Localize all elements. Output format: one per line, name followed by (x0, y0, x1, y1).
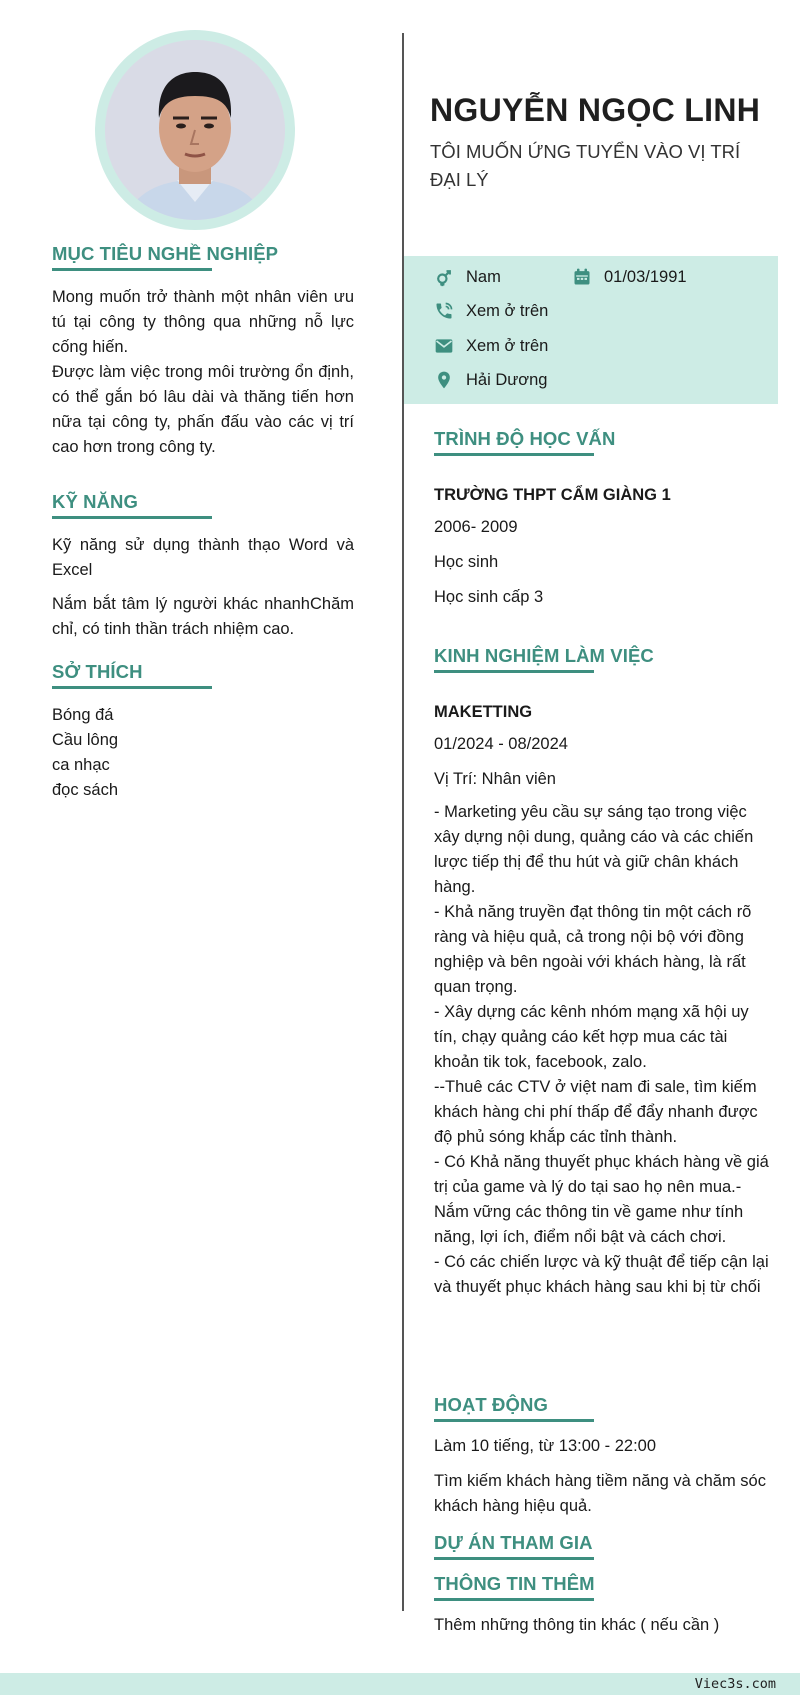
experience-title: KINH NGHIỆM LÀM VIỆC (434, 645, 654, 673)
address-row (434, 370, 547, 390)
skill-item: Kỹ năng sử dụng thành thạo Word và Excel (52, 536, 354, 579)
apply-position: TÔI MUỐN ỨNG TUYỂN VÀO VỊ TRÍ ĐẠI LÝ (430, 141, 741, 190)
education-role: Học sinh (434, 553, 499, 571)
activities-schedule: Làm 10 tiếng, từ 13:00 - 22:00 (434, 1437, 657, 1455)
education-school: TRƯỜNG THPT CẨM GIÀNG 1 (434, 486, 671, 504)
skills-section (52, 491, 354, 642)
phone-icon (434, 301, 454, 321)
location-icon (434, 370, 454, 390)
phone-value: Xem ở trên (466, 301, 549, 320)
footer-brand[interactable]: Viec3s.com (694, 1676, 776, 1692)
skill-item: Nắm bắt tâm lý người khác nhanhChăm chỉ, có tinh thần trách nhiệm cao. (52, 595, 354, 638)
hobby-item: đọc sách (52, 781, 119, 799)
avatar (105, 40, 285, 220)
phone-row (434, 301, 548, 321)
activities-title: HOẠT ĐỘNG (434, 1394, 548, 1422)
hobby-item: Cầu lông (52, 731, 119, 749)
education-detail: Học sinh cấp 3 (434, 588, 544, 606)
hobbies-title: SỞ THÍCH (52, 661, 143, 689)
career-objective-title: MỤC TIÊU NGHỀ NGHIỆP (52, 243, 278, 271)
experience-company: MAKETTING (434, 703, 533, 721)
email-icon (434, 336, 454, 356)
experience-description: - Marketing yêu cầu sự sáng tạo trong việc xây dựng nội dung, quảng cáo và các chiến lược tiếp thị để thu hút và giữ chân khách hàng. - Khả năng truyền đạt thông tin một cách rõ ràng và hiệu quả, cả trong nội bộ với đồng nghiệp và bên ngoài với khách hàng, là rất quan trọng. - Xây dựng các kênh nhóm mạng xã hội uy tín, chạy quảng cáo kết hợp mua các tài khoản tik tok, facebook, zalo. --Thuê các CTV ở việt nam đi sale, tìm kiếm khách hàng chi phí thấp để đẩy nhanh được độ phủ sóng khắp các tỉnh thành. - Có Khả năng thuyết phục khách hàng về giá trị của game và lý do tại sao họ nên mua.- Nắm vững các thông tin về game như tính năng, lợi ích, điểm nổi bật và cách chơi. - Có các chiến lược và kỹ thuật để tiếp cận lại và thuyết phục khách hàng sau khi bị từ chối (434, 803, 769, 1296)
footer-bar (0, 1673, 800, 1695)
gender-icon (434, 267, 454, 287)
calendar-icon (572, 267, 592, 287)
activities-description: Tìm kiếm khách hàng tiềm năng và chăm sóc khách hàng hiệu quả. (434, 1472, 766, 1515)
birthday-row (572, 267, 687, 287)
hobby-item: ca nhạc (52, 756, 110, 774)
hobby-item: Bóng đá (52, 706, 114, 724)
career-objective-section (52, 243, 354, 460)
projects-section (434, 1532, 774, 1560)
experience-position: Vị Trí: Nhân viên (434, 770, 556, 788)
activities-section (434, 1394, 774, 1519)
education-section (434, 428, 774, 610)
additional-section (434, 1573, 774, 1638)
gender-value: Nam (466, 267, 501, 286)
education-title: TRÌNH ĐỘ HỌC VẤN (434, 428, 615, 456)
education-period: 2006- 2009 (434, 518, 518, 536)
email-value: Xem ở trên (466, 336, 549, 355)
email-row (434, 336, 548, 356)
experience-section (434, 645, 774, 1300)
hobbies-section (52, 661, 354, 803)
address-value: Hải Dương (466, 370, 548, 389)
skills-title: KỸ NĂNG (52, 491, 138, 519)
avatar-photo (105, 40, 285, 220)
birthday-value: 01/03/1991 (604, 267, 687, 286)
experience-period: 01/2024 - 08/2024 (434, 735, 568, 753)
additional-text: Thêm những thông tin khác ( nếu cần ) (434, 1616, 720, 1634)
projects-title: DỰ ÁN THAM GIA (434, 1532, 593, 1560)
additional-title: THÔNG TIN THÊM (434, 1573, 595, 1601)
career-objective-text: Mong muốn trở thành một nhân viên ưu tú tại công ty thông qua những nỗ lực cống hiến. Được làm việc trong môi trường ổn định, có thể gắn bó lâu dài và thăng tiến hơn nữa tại công ty, phấn đấu vào các vị trí cao hơn trong công ty. (52, 288, 354, 456)
candidate-name: NGUYỄN NGỌC LINH (430, 92, 761, 128)
gender-row (434, 267, 501, 287)
